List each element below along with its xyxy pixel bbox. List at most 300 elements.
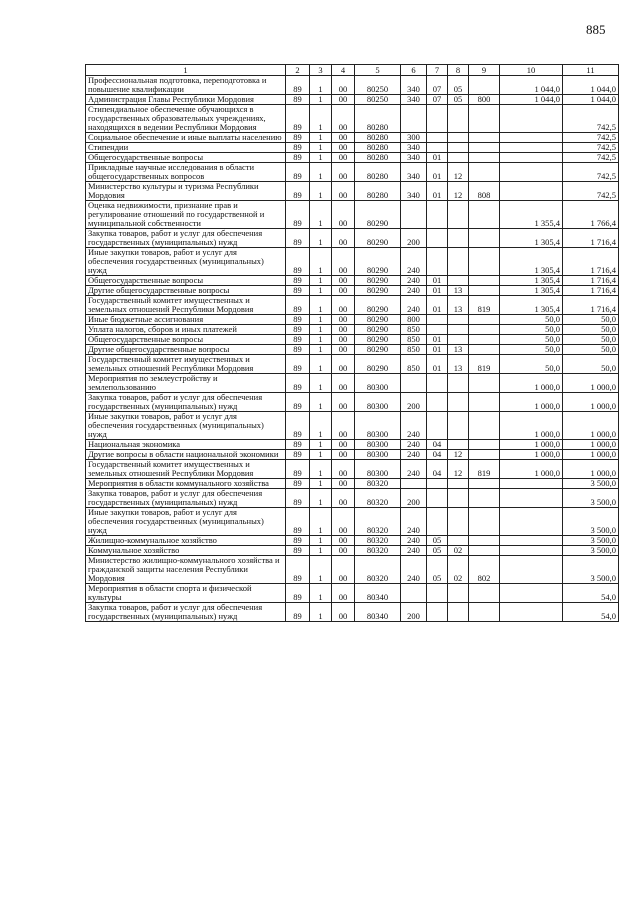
amount-cell: 3 500,0 — [563, 546, 619, 556]
code-cell: 00 — [332, 315, 355, 325]
code-cell: 89 — [286, 546, 310, 556]
code-cell: 240 — [401, 536, 427, 546]
amount-cell — [500, 133, 563, 143]
code-cell: 80280 — [355, 133, 401, 143]
row-name-cell: Мероприятия в области спорта и физической культуры — [86, 584, 286, 603]
table-row — [86, 450, 619, 460]
code-cell: 80290 — [355, 296, 401, 315]
code-cell: 80320 — [355, 556, 401, 584]
amount-cell: 3 500,0 — [563, 556, 619, 584]
row-name-cell: Государственный комитет имущественных и земельных отношений Республики Мордовия — [86, 296, 286, 315]
table-row — [86, 556, 619, 584]
code-cell — [427, 584, 448, 603]
code-cell — [469, 143, 500, 153]
code-cell: 00 — [332, 182, 355, 201]
table-row — [86, 603, 619, 622]
code-cell: 89 — [286, 105, 310, 133]
amount-cell: 1 000,0 — [500, 412, 563, 440]
code-cell: 1 — [310, 450, 332, 460]
row-name-cell: Коммунальное хозяйство — [86, 546, 286, 556]
code-cell: 80290 — [355, 315, 401, 325]
code-cell — [469, 603, 500, 622]
code-cell — [469, 153, 500, 163]
amount-cell: 1 716,4 — [563, 286, 619, 296]
table-row — [86, 440, 619, 450]
code-cell: 89 — [286, 153, 310, 163]
code-cell: 80280 — [355, 153, 401, 163]
code-cell: 1 — [310, 335, 332, 345]
table-row — [86, 412, 619, 440]
row-name-cell: Стипендиальное обеспечение обучающихся в государственных образовательных учреждениях, находящихся в ведении Республики Мордовия — [86, 105, 286, 133]
amount-cell: 50,0 — [563, 335, 619, 345]
code-cell — [448, 440, 469, 450]
amount-cell — [500, 182, 563, 201]
code-cell — [448, 412, 469, 440]
amount-cell: 1 000,0 — [563, 460, 619, 479]
amount-cell: 1 305,4 — [500, 276, 563, 286]
code-cell: 12 — [448, 182, 469, 201]
table-row — [86, 508, 619, 536]
code-cell: 200 — [401, 489, 427, 508]
code-cell — [469, 335, 500, 345]
code-cell: 80290 — [355, 335, 401, 345]
code-cell: 240 — [401, 450, 427, 460]
code-cell: 05 — [448, 95, 469, 105]
code-cell — [427, 105, 448, 133]
code-cell: 340 — [401, 182, 427, 201]
code-cell — [448, 105, 469, 133]
code-cell: 80300 — [355, 374, 401, 393]
col-header: 11 — [563, 65, 619, 76]
amount-cell — [500, 508, 563, 536]
code-cell: 89 — [286, 296, 310, 315]
code-cell — [469, 248, 500, 276]
code-cell — [469, 440, 500, 450]
code-cell — [469, 450, 500, 460]
code-cell: 89 — [286, 325, 310, 335]
col-header: 7 — [427, 65, 448, 76]
code-cell — [469, 325, 500, 335]
row-name-cell: Министерство культуры и туризма Республики Мордовия — [86, 182, 286, 201]
amount-cell: 1 716,4 — [563, 276, 619, 286]
code-cell: 12 — [448, 450, 469, 460]
amount-cell — [500, 153, 563, 163]
amount-cell: 3 500,0 — [563, 536, 619, 546]
amount-cell: 1 000,0 — [500, 374, 563, 393]
code-cell: 05 — [427, 556, 448, 584]
code-cell: 00 — [332, 143, 355, 153]
code-cell: 01 — [427, 153, 448, 163]
code-cell: 00 — [332, 163, 355, 182]
amount-cell: 50,0 — [500, 355, 563, 374]
amount-cell: 1 305,4 — [500, 296, 563, 315]
row-name-cell: Закупка товаров, работ и услуг для обеспечения государственных (муниципальных) нужд — [86, 393, 286, 412]
code-cell: 80290 — [355, 229, 401, 248]
code-cell: 200 — [401, 603, 427, 622]
row-name-cell: Иные бюджетные ассигнования — [86, 315, 286, 325]
code-cell: 00 — [332, 584, 355, 603]
amount-cell: 1 716,4 — [563, 296, 619, 315]
row-name-cell: Иные закупки товаров, работ и услуг для обеспечения государственных (муниципальных) нужд — [86, 412, 286, 440]
code-cell — [448, 248, 469, 276]
code-cell — [427, 133, 448, 143]
code-cell: 01 — [427, 335, 448, 345]
code-cell: 80300 — [355, 393, 401, 412]
code-cell — [427, 508, 448, 536]
code-cell: 01 — [427, 296, 448, 315]
code-cell: 80290 — [355, 355, 401, 374]
code-cell — [448, 315, 469, 325]
code-cell: 1 — [310, 248, 332, 276]
code-cell — [448, 508, 469, 536]
code-cell: 850 — [401, 345, 427, 355]
header-row — [86, 65, 619, 76]
code-cell: 850 — [401, 325, 427, 335]
amount-cell: 50,0 — [500, 345, 563, 355]
amount-cell: 742,5 — [563, 105, 619, 133]
code-cell: 80280 — [355, 182, 401, 201]
amount-cell: 742,5 — [563, 143, 619, 153]
code-cell: 1 — [310, 182, 332, 201]
code-cell: 1 — [310, 508, 332, 536]
code-cell: 00 — [332, 374, 355, 393]
code-cell: 04 — [427, 460, 448, 479]
code-cell: 1 — [310, 153, 332, 163]
code-cell — [448, 603, 469, 622]
code-cell: 01 — [427, 276, 448, 286]
code-cell: 01 — [427, 182, 448, 201]
code-cell: 13 — [448, 345, 469, 355]
code-cell — [469, 315, 500, 325]
table-row — [86, 315, 619, 325]
code-cell: 01 — [427, 355, 448, 374]
code-cell: 1 — [310, 393, 332, 412]
code-cell: 80300 — [355, 412, 401, 440]
code-cell: 00 — [332, 489, 355, 508]
code-cell: 00 — [332, 345, 355, 355]
code-cell — [448, 276, 469, 286]
code-cell: 89 — [286, 229, 310, 248]
row-name-cell: Жилищно-коммунальное хозяйство — [86, 536, 286, 546]
code-cell: 01 — [427, 345, 448, 355]
row-name-cell: Закупка товаров, работ и услуг для обеспечения государственных (муниципальных) нужд — [86, 229, 286, 248]
code-cell: 89 — [286, 393, 310, 412]
row-name-cell: Другие общегосударственные вопросы — [86, 286, 286, 296]
row-name-cell: Мероприятия по землеустройству и землепользованию — [86, 374, 286, 393]
amount-cell: 1 000,0 — [563, 393, 619, 412]
code-cell: 89 — [286, 95, 310, 105]
amount-cell: 54,0 — [563, 603, 619, 622]
row-name-cell: Другие общегосударственные вопросы — [86, 345, 286, 355]
code-cell: 04 — [427, 450, 448, 460]
amount-cell — [500, 489, 563, 508]
code-cell: 819 — [469, 460, 500, 479]
code-cell — [469, 286, 500, 296]
row-name-cell: Государственный комитет имущественных и земельных отношений Республики Мордовия — [86, 355, 286, 374]
code-cell: 1 — [310, 105, 332, 133]
code-cell: 850 — [401, 355, 427, 374]
code-cell — [448, 479, 469, 489]
amount-cell: 3 500,0 — [563, 508, 619, 536]
code-cell — [448, 335, 469, 345]
code-cell: 80290 — [355, 201, 401, 229]
code-cell: 89 — [286, 374, 310, 393]
code-cell: 89 — [286, 584, 310, 603]
amount-cell: 1 355,4 — [500, 201, 563, 229]
code-cell: 89 — [286, 276, 310, 286]
code-cell: 01 — [427, 163, 448, 182]
amount-cell — [500, 584, 563, 603]
amount-cell: 1 000,0 — [500, 450, 563, 460]
code-cell: 89 — [286, 286, 310, 296]
code-cell: 89 — [286, 163, 310, 182]
amount-cell: 50,0 — [563, 345, 619, 355]
code-cell: 1 — [310, 163, 332, 182]
code-cell — [469, 508, 500, 536]
code-cell — [448, 489, 469, 508]
amount-cell: 1 305,4 — [500, 286, 563, 296]
code-cell: 00 — [332, 95, 355, 105]
row-name-cell: Общегосударственные вопросы — [86, 153, 286, 163]
code-cell — [469, 345, 500, 355]
code-cell: 00 — [332, 440, 355, 450]
code-cell — [401, 584, 427, 603]
amount-cell: 50,0 — [563, 355, 619, 374]
code-cell: 89 — [286, 182, 310, 201]
row-name-cell: Уплата налогов, сборов и иных платежей — [86, 325, 286, 335]
amount-cell: 1 716,4 — [563, 248, 619, 276]
code-cell — [469, 76, 500, 95]
budget-table — [85, 64, 619, 622]
amount-cell: 1 044,0 — [563, 76, 619, 95]
row-name-cell: Общегосударственные вопросы — [86, 276, 286, 286]
table-row — [86, 460, 619, 479]
code-cell: 240 — [401, 286, 427, 296]
code-cell — [469, 105, 500, 133]
code-cell: 00 — [332, 248, 355, 276]
code-cell — [427, 393, 448, 412]
code-cell: 00 — [332, 276, 355, 286]
code-cell: 00 — [332, 335, 355, 345]
code-cell: 02 — [448, 546, 469, 556]
code-cell: 13 — [448, 286, 469, 296]
code-cell: 00 — [332, 76, 355, 95]
code-cell — [448, 374, 469, 393]
row-name-cell: Государственный комитет имущественных и земельных отношений Республики Мордовия — [86, 460, 286, 479]
code-cell: 240 — [401, 296, 427, 315]
code-cell: 89 — [286, 412, 310, 440]
code-cell — [401, 105, 427, 133]
row-name-cell: Оценка недвижимости, признание прав и регулирование отношений по государственной и муниципальной собственности — [86, 201, 286, 229]
code-cell: 07 — [427, 76, 448, 95]
table-row — [86, 105, 619, 133]
amount-cell: 1 000,0 — [500, 460, 563, 479]
table-row — [86, 286, 619, 296]
code-cell — [401, 374, 427, 393]
code-cell — [469, 374, 500, 393]
row-name-cell: Администрация Главы Республики Мордовия — [86, 95, 286, 105]
code-cell — [469, 133, 500, 143]
amount-cell — [500, 603, 563, 622]
code-cell: 02 — [448, 556, 469, 584]
amount-cell: 1 000,0 — [563, 450, 619, 460]
code-cell: 00 — [332, 412, 355, 440]
code-cell: 340 — [401, 163, 427, 182]
code-cell: 1 — [310, 355, 332, 374]
code-cell: 00 — [332, 201, 355, 229]
table-row — [86, 248, 619, 276]
code-cell — [448, 393, 469, 412]
code-cell — [469, 276, 500, 286]
code-cell: 802 — [469, 556, 500, 584]
code-cell: 1 — [310, 479, 332, 489]
amount-cell: 50,0 — [500, 325, 563, 335]
code-cell: 80290 — [355, 248, 401, 276]
code-cell: 80290 — [355, 325, 401, 335]
amount-cell: 1 044,0 — [500, 76, 563, 95]
row-name-cell: Социальное обеспечение и иные выплаты населению — [86, 133, 286, 143]
code-cell: 819 — [469, 296, 500, 315]
code-cell: 80300 — [355, 440, 401, 450]
amount-cell: 50,0 — [563, 315, 619, 325]
code-cell: 89 — [286, 133, 310, 143]
code-cell: 1 — [310, 556, 332, 584]
table-row — [86, 133, 619, 143]
code-cell — [448, 201, 469, 229]
row-name-cell: Иные закупки товаров, работ и услуг для обеспечения государственных (муниципальных) нужд — [86, 508, 286, 536]
amount-cell — [500, 143, 563, 153]
code-cell: 240 — [401, 248, 427, 276]
amount-cell — [500, 556, 563, 584]
code-cell — [427, 325, 448, 335]
col-header: 1 — [86, 65, 286, 76]
table-row — [86, 536, 619, 546]
col-header: 2 — [286, 65, 310, 76]
code-cell: 1 — [310, 325, 332, 335]
code-cell — [469, 546, 500, 556]
amount-cell — [500, 163, 563, 182]
code-cell: 89 — [286, 489, 310, 508]
code-cell: 00 — [332, 105, 355, 133]
code-cell: 05 — [448, 76, 469, 95]
code-cell: 00 — [332, 286, 355, 296]
code-cell: 00 — [332, 355, 355, 374]
code-cell — [401, 201, 427, 229]
code-cell: 240 — [401, 276, 427, 286]
code-cell: 300 — [401, 133, 427, 143]
code-cell: 05 — [427, 546, 448, 556]
table-row — [86, 325, 619, 335]
code-cell: 808 — [469, 182, 500, 201]
code-cell — [448, 229, 469, 248]
code-cell: 800 — [469, 95, 500, 105]
code-cell: 89 — [286, 76, 310, 95]
amount-cell: 1 000,0 — [500, 393, 563, 412]
code-cell: 1 — [310, 603, 332, 622]
table-row — [86, 296, 619, 315]
row-name-cell: Закупка товаров, работ и услуг для обеспечения государственных (муниципальных) нужд — [86, 603, 286, 622]
code-cell: 07 — [427, 95, 448, 105]
code-cell: 850 — [401, 335, 427, 345]
code-cell — [427, 229, 448, 248]
code-cell — [427, 412, 448, 440]
amount-cell: 54,0 — [563, 584, 619, 603]
row-name-cell: Национальная экономика — [86, 440, 286, 450]
code-cell: 00 — [332, 325, 355, 335]
code-cell: 80290 — [355, 286, 401, 296]
code-cell: 00 — [332, 479, 355, 489]
code-cell: 89 — [286, 440, 310, 450]
amount-cell: 742,5 — [563, 153, 619, 163]
code-cell: 00 — [332, 229, 355, 248]
code-cell: 1 — [310, 536, 332, 546]
code-cell: 80340 — [355, 584, 401, 603]
code-cell: 89 — [286, 536, 310, 546]
code-cell: 1 — [310, 143, 332, 153]
table-row — [86, 182, 619, 201]
code-cell: 80320 — [355, 546, 401, 556]
code-cell: 1 — [310, 229, 332, 248]
code-cell: 00 — [332, 460, 355, 479]
row-name-cell: Закупка товаров, работ и услуг для обеспечения государственных (муниципальных) нужд — [86, 489, 286, 508]
code-cell — [469, 229, 500, 248]
table-row — [86, 201, 619, 229]
amount-cell: 1 044,0 — [563, 95, 619, 105]
row-name-cell: Профессиональная подготовка, переподготовка и повышение квалификации — [86, 76, 286, 95]
code-cell: 240 — [401, 556, 427, 584]
code-cell: 340 — [401, 95, 427, 105]
code-cell — [427, 374, 448, 393]
row-name-cell: Прикладные научные исследования в области общегосударственных вопросов — [86, 163, 286, 182]
code-cell: 89 — [286, 460, 310, 479]
code-cell: 1 — [310, 201, 332, 229]
code-cell: 80300 — [355, 450, 401, 460]
amount-cell: 1 716,4 — [563, 229, 619, 248]
code-cell: 13 — [448, 355, 469, 374]
code-cell: 00 — [332, 508, 355, 536]
code-cell: 89 — [286, 201, 310, 229]
code-cell: 1 — [310, 584, 332, 603]
row-name-cell: Мероприятия в области коммунального хозяйства — [86, 479, 286, 489]
code-cell: 89 — [286, 355, 310, 374]
table-row — [86, 229, 619, 248]
code-cell: 1 — [310, 296, 332, 315]
code-cell: 89 — [286, 603, 310, 622]
code-cell — [448, 153, 469, 163]
table-row — [86, 345, 619, 355]
code-cell: 1 — [310, 440, 332, 450]
code-cell: 1 — [310, 546, 332, 556]
code-cell: 89 — [286, 450, 310, 460]
code-cell: 80340 — [355, 603, 401, 622]
amount-cell: 1 766,4 — [563, 201, 619, 229]
code-cell: 12 — [448, 163, 469, 182]
code-cell: 1 — [310, 345, 332, 355]
amount-cell — [500, 536, 563, 546]
table-row — [86, 479, 619, 489]
code-cell — [469, 163, 500, 182]
code-cell: 80320 — [355, 479, 401, 489]
code-cell: 1 — [310, 133, 332, 143]
code-cell — [469, 393, 500, 412]
code-cell: 240 — [401, 440, 427, 450]
code-cell — [427, 201, 448, 229]
amount-cell: 50,0 — [563, 325, 619, 335]
code-cell — [469, 489, 500, 508]
code-cell: 00 — [332, 450, 355, 460]
code-cell — [448, 133, 469, 143]
code-cell: 240 — [401, 460, 427, 479]
